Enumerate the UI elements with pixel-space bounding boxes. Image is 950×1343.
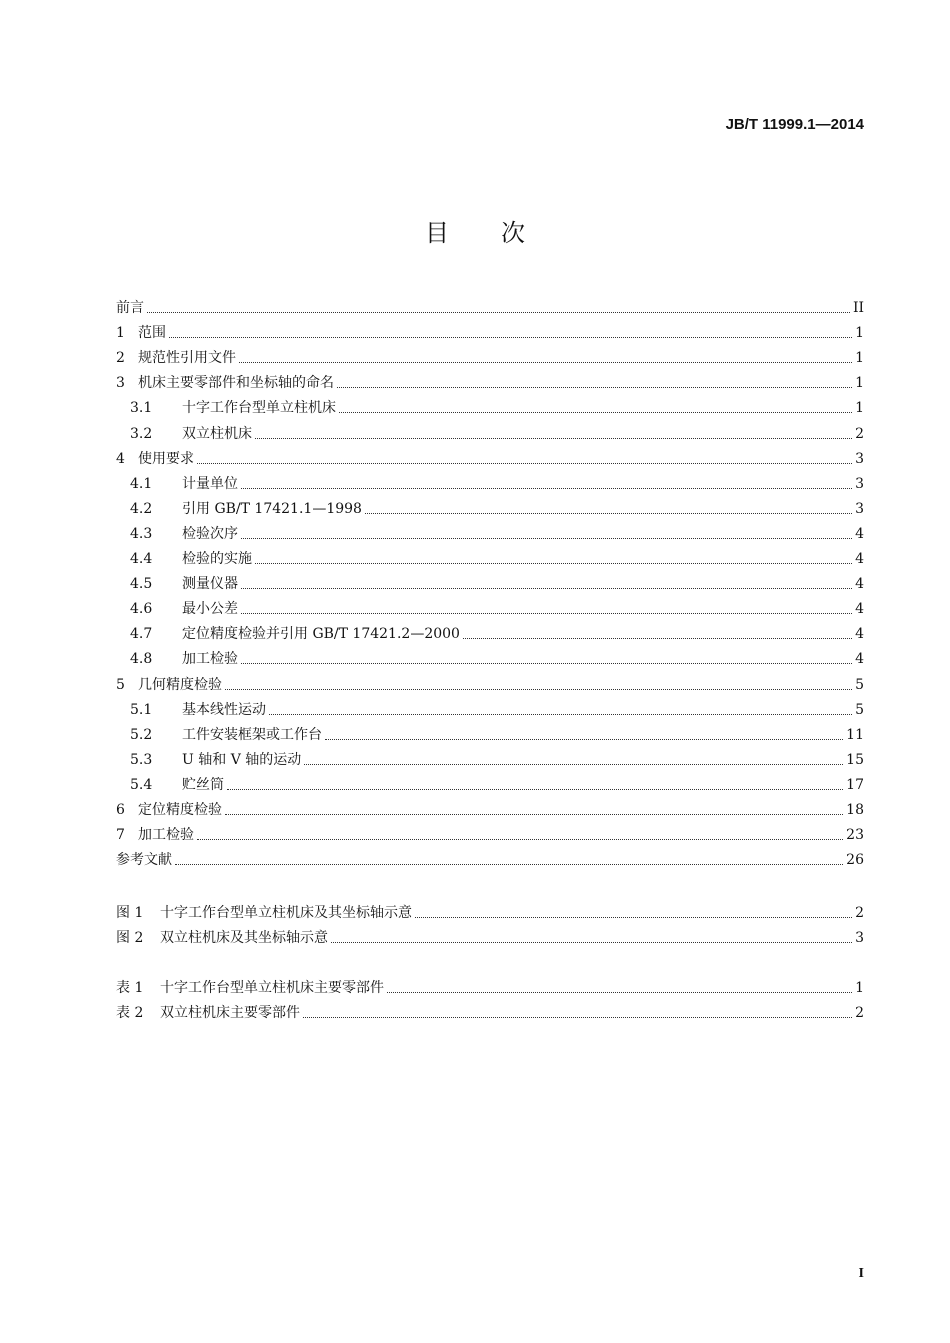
dot-leader — [255, 562, 852, 564]
toc-entry[interactable] — [116, 819, 864, 844]
dot-leader — [241, 587, 852, 589]
toc-entry-label: 测量仪器 — [182, 576, 238, 593]
toc-entry-number: 图 2 — [116, 930, 144, 947]
dot-leader — [304, 763, 843, 765]
dot-leader — [255, 437, 852, 439]
toc-entry-label: 前言 — [116, 300, 144, 317]
toc-entry-label: 最小公差 — [182, 601, 238, 618]
dot-leader — [225, 688, 852, 690]
table-list — [116, 972, 864, 1022]
toc-entry-number: 4.4 — [130, 551, 153, 568]
toc-entry-label: 贮丝筒 — [182, 776, 224, 793]
toc-entry-label: 工件安装框架或工作台 — [182, 726, 322, 743]
dot-leader — [463, 637, 852, 639]
dot-leader — [325, 738, 843, 740]
toc-entry-page: 2 — [855, 1005, 864, 1022]
toc-entry[interactable] — [116, 643, 864, 668]
dot-leader — [269, 713, 852, 715]
toc-entry[interactable] — [116, 443, 864, 468]
dot-leader — [387, 991, 852, 993]
toc-entry-number: 5.1 — [130, 701, 153, 718]
dot-leader — [147, 311, 850, 313]
toc-entry-number: 3 — [116, 375, 125, 392]
toc-entry-page: 1 — [855, 325, 864, 342]
toc-entry[interactable] — [116, 468, 864, 493]
toc-entry-label: 基本线性运动 — [182, 701, 266, 718]
dot-leader — [415, 916, 852, 918]
toc-entry-number: 7 — [116, 827, 125, 844]
toc-entry[interactable] — [116, 593, 864, 618]
toc-entry[interactable] — [116, 392, 864, 417]
toc-entry-label: 规范性引用文件 — [138, 350, 236, 367]
dot-leader — [331, 941, 852, 943]
toc-entry-page: 5 — [855, 676, 864, 693]
page-number: I — [858, 1266, 864, 1281]
toc-entry-label: 十字工作台型单立柱机床主要零部件 — [160, 980, 384, 997]
toc-entry[interactable] — [116, 493, 864, 518]
toc-entry-number: 图 1 — [116, 905, 144, 922]
toc-entry-number: 4.3 — [130, 525, 153, 542]
toc-entry[interactable] — [116, 794, 864, 819]
toc-entry-page: 2 — [855, 905, 864, 922]
toc-entry[interactable] — [116, 694, 864, 719]
toc-entry[interactable] — [116, 897, 864, 922]
toc-entry-page: 3 — [855, 930, 864, 947]
toc-entry[interactable] — [116, 568, 864, 593]
toc-entry-label: 检验的实施 — [182, 551, 252, 568]
dot-leader — [337, 386, 852, 388]
toc-entry-page: 23 — [846, 827, 864, 844]
toc-entry-page: 4 — [855, 551, 864, 568]
toc-entry-number: 4.7 — [130, 626, 153, 643]
table-of-contents — [116, 292, 864, 869]
toc-entry-page: 4 — [855, 601, 864, 618]
toc-entry-page: 3 — [855, 500, 864, 517]
toc-entry-number: 4.6 — [130, 601, 153, 618]
toc-entry-label: U 轴和 V 轴的运动 — [182, 751, 302, 768]
toc-entry-page: 17 — [846, 776, 864, 793]
dot-leader — [239, 361, 852, 363]
toc-entry-page: 2 — [855, 425, 864, 442]
dot-leader — [365, 512, 852, 514]
toc-entry[interactable] — [116, 367, 864, 392]
toc-entry[interactable] — [116, 317, 864, 342]
toc-entry-label: 计量单位 — [182, 475, 238, 492]
toc-entry[interactable] — [116, 342, 864, 367]
toc-entry-label: 几何精度检验 — [138, 676, 222, 693]
toc-entry-label: 双立柱机床及其坐标轴示意 — [160, 930, 328, 947]
toc-entry-label: 十字工作台型单立柱机床及其坐标轴示意 — [160, 905, 412, 922]
toc-entry-label: 引用 GB/T 17421.1—1998 — [182, 500, 362, 517]
toc-entry-label: 范围 — [138, 325, 166, 342]
toc-entry-number: 5.2 — [130, 726, 153, 743]
toc-entry-page: 4 — [855, 651, 864, 668]
toc-entry-number: 5.3 — [130, 751, 153, 768]
toc-entry-page: 11 — [846, 726, 864, 743]
toc-entry-page: 3 — [855, 475, 864, 492]
toc-entry-label: 使用要求 — [138, 450, 194, 467]
toc-entry-number: 4.2 — [130, 500, 153, 517]
dot-leader — [241, 612, 852, 614]
toc-entry[interactable] — [116, 769, 864, 794]
toc-entry-number: 4 — [116, 450, 125, 467]
dot-leader — [339, 411, 852, 413]
toc-entry-number: 3.1 — [130, 400, 153, 417]
toc-entry[interactable] — [116, 744, 864, 769]
dot-leader — [241, 487, 852, 489]
toc-entry-number: 4.1 — [130, 475, 153, 492]
toc-entry-label: 加工检验 — [138, 827, 194, 844]
toc-entry-number: 5.4 — [130, 776, 153, 793]
toc-entry-label: 参考文献 — [116, 852, 172, 869]
standard-code: JB/T 11999.1—2014 — [725, 116, 864, 133]
toc-entry-label: 定位精度检验并引用 GB/T 17421.2—2000 — [182, 626, 460, 643]
toc-entry[interactable] — [116, 668, 864, 693]
figure-list — [116, 897, 864, 947]
toc-entry-page: 3 — [855, 450, 864, 467]
toc-entry-page: II — [852, 300, 864, 317]
page-title: 目次 — [425, 219, 577, 247]
toc-entry-page: 15 — [846, 751, 864, 768]
toc-entry-number: 3.2 — [130, 425, 153, 442]
toc-entry-label: 机床主要零部件和坐标轴的命名 — [138, 375, 334, 392]
dot-leader — [175, 863, 843, 865]
toc-entry-page: 5 — [855, 701, 864, 718]
dot-leader — [225, 813, 843, 815]
toc-entry-number: 4.8 — [130, 651, 153, 668]
toc-entry-label: 检验次序 — [182, 525, 238, 542]
toc-entry-number: 表 1 — [116, 980, 144, 997]
dot-leader — [241, 662, 852, 664]
toc-entry-number: 2 — [116, 350, 125, 367]
toc-entry-page: 1 — [855, 400, 864, 417]
toc-entry-number: 6 — [116, 801, 125, 818]
dot-leader — [227, 788, 843, 790]
toc-entry-page: 4 — [855, 525, 864, 542]
toc-entry[interactable] — [116, 972, 864, 997]
toc-entry-label: 加工检验 — [182, 651, 238, 668]
toc-entry[interactable] — [116, 618, 864, 643]
toc-entry[interactable] — [116, 844, 864, 869]
toc-entry-page: 1 — [855, 375, 864, 392]
toc-entry-page: 1 — [855, 350, 864, 367]
toc-entry-page: 18 — [846, 801, 864, 818]
dot-leader — [169, 336, 852, 338]
toc-entry[interactable] — [116, 417, 864, 442]
toc-entry-label: 定位精度检验 — [138, 801, 222, 818]
toc-entry[interactable] — [116, 719, 864, 744]
toc-entry-number: 5 — [116, 676, 125, 693]
toc-entry-page: 26 — [846, 852, 864, 869]
toc-entry[interactable] — [116, 997, 864, 1022]
toc-entry-page: 4 — [855, 626, 864, 643]
toc-entry[interactable] — [116, 518, 864, 543]
toc-entry-number: 4.5 — [130, 576, 153, 593]
toc-entry-page: 1 — [855, 980, 864, 997]
toc-entry[interactable] — [116, 292, 864, 317]
toc-entry-page: 4 — [855, 576, 864, 593]
toc-entry-number: 1 — [116, 325, 125, 342]
toc-entry-label: 双立柱机床主要零部件 — [160, 1005, 300, 1022]
toc-entry-number: 表 2 — [116, 1005, 144, 1022]
dot-leader — [197, 462, 852, 464]
dot-leader — [241, 537, 852, 539]
dot-leader — [303, 1016, 852, 1018]
toc-entry[interactable] — [116, 922, 864, 947]
dot-leader — [197, 838, 843, 840]
toc-entry[interactable] — [116, 543, 864, 568]
toc-entry-label: 双立柱机床 — [182, 425, 252, 442]
toc-entry-label: 十字工作台型单立柱机床 — [182, 400, 336, 417]
